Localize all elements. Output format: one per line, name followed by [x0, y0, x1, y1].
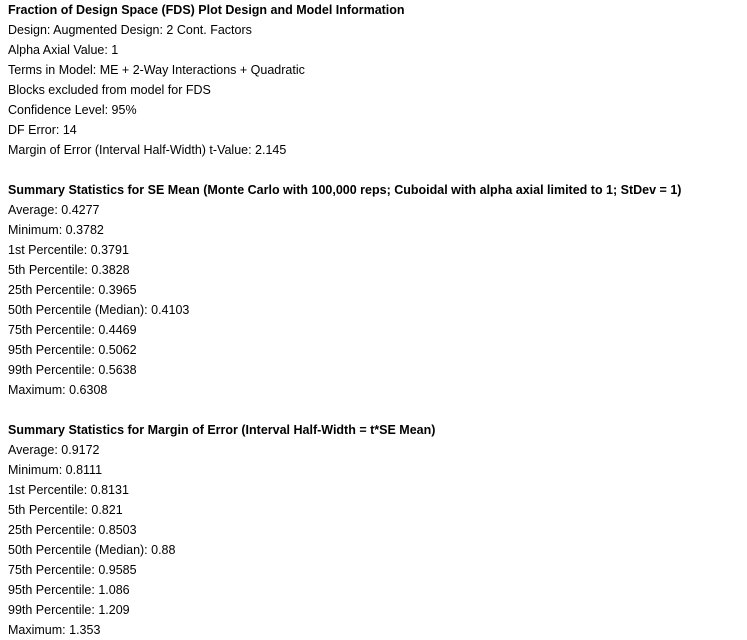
se-mean-median: 50th Percentile (Median): 0.4103 — [8, 303, 190, 317]
se-mean-p1: 1st Percentile: 0.3791 — [8, 243, 129, 257]
se-mean-heading: Summary Statistics for SE Mean (Monte Carlo with 100,000 reps; Cuboidal with alpha axial limited to 1; StDev = 1) — [8, 183, 682, 197]
moe-minimum: Minimum: 0.8111 — [8, 463, 103, 477]
terms-in-model-line: Terms in Model: ME + 2-Way Interactions + Quadratic — [8, 63, 305, 77]
se-mean-p75: 75th Percentile: 0.4469 — [8, 323, 137, 337]
moe-p99: 99th Percentile: 1.209 — [8, 603, 130, 617]
moe-p75: 75th Percentile: 0.9585 — [8, 563, 137, 577]
se-mean-p5: 5th Percentile: 0.3828 — [8, 263, 130, 277]
design-info-heading: Fraction of Design Space (FDS) Plot Design and Model Information — [8, 3, 405, 17]
se-mean-average: Average: 0.4277 — [8, 203, 100, 217]
moe-p95: 95th Percentile: 1.086 — [8, 583, 130, 597]
alpha-axial-line: Alpha Axial Value: 1 — [8, 43, 119, 57]
t-value-line: Margin of Error (Interval Half-Width) t-Value: 2.145 — [8, 143, 287, 157]
se-mean-section — [8, 180, 743, 400]
margin-of-error-section — [8, 420, 743, 640]
section-spacer — [8, 400, 743, 420]
moe-p5: 5th Percentile: 0.821 — [8, 503, 123, 517]
se-mean-p25: 25th Percentile: 0.3965 — [8, 283, 137, 297]
moe-p25: 25th Percentile: 0.8503 — [8, 523, 137, 537]
section-spacer — [8, 160, 743, 180]
moe-average: Average: 0.9172 — [8, 443, 100, 457]
se-mean-maximum: Maximum: 0.6308 — [8, 383, 108, 397]
blocks-excluded-line: Blocks excluded from model for FDS — [8, 83, 211, 97]
df-error-line: DF Error: 14 — [8, 123, 77, 137]
design-info-section — [8, 0, 743, 160]
confidence-level-line: Confidence Level: 95% — [8, 103, 137, 117]
moe-median: 50th Percentile (Median): 0.88 — [8, 543, 176, 557]
design-line: Design: Augmented Design: 2 Cont. Factors — [8, 23, 252, 37]
moe-p1: 1st Percentile: 0.8131 — [8, 483, 129, 497]
se-mean-p99: 99th Percentile: 0.5638 — [8, 363, 137, 377]
se-mean-p95: 95th Percentile: 0.5062 — [8, 343, 137, 357]
moe-maximum: Maximum: 1.353 — [8, 623, 101, 637]
se-mean-minimum: Minimum: 0.3782 — [8, 223, 104, 237]
margin-of-error-heading: Summary Statistics for Margin of Error (Interval Half-Width = t*SE Mean) — [8, 423, 436, 437]
fds-report — [8, 0, 743, 640]
